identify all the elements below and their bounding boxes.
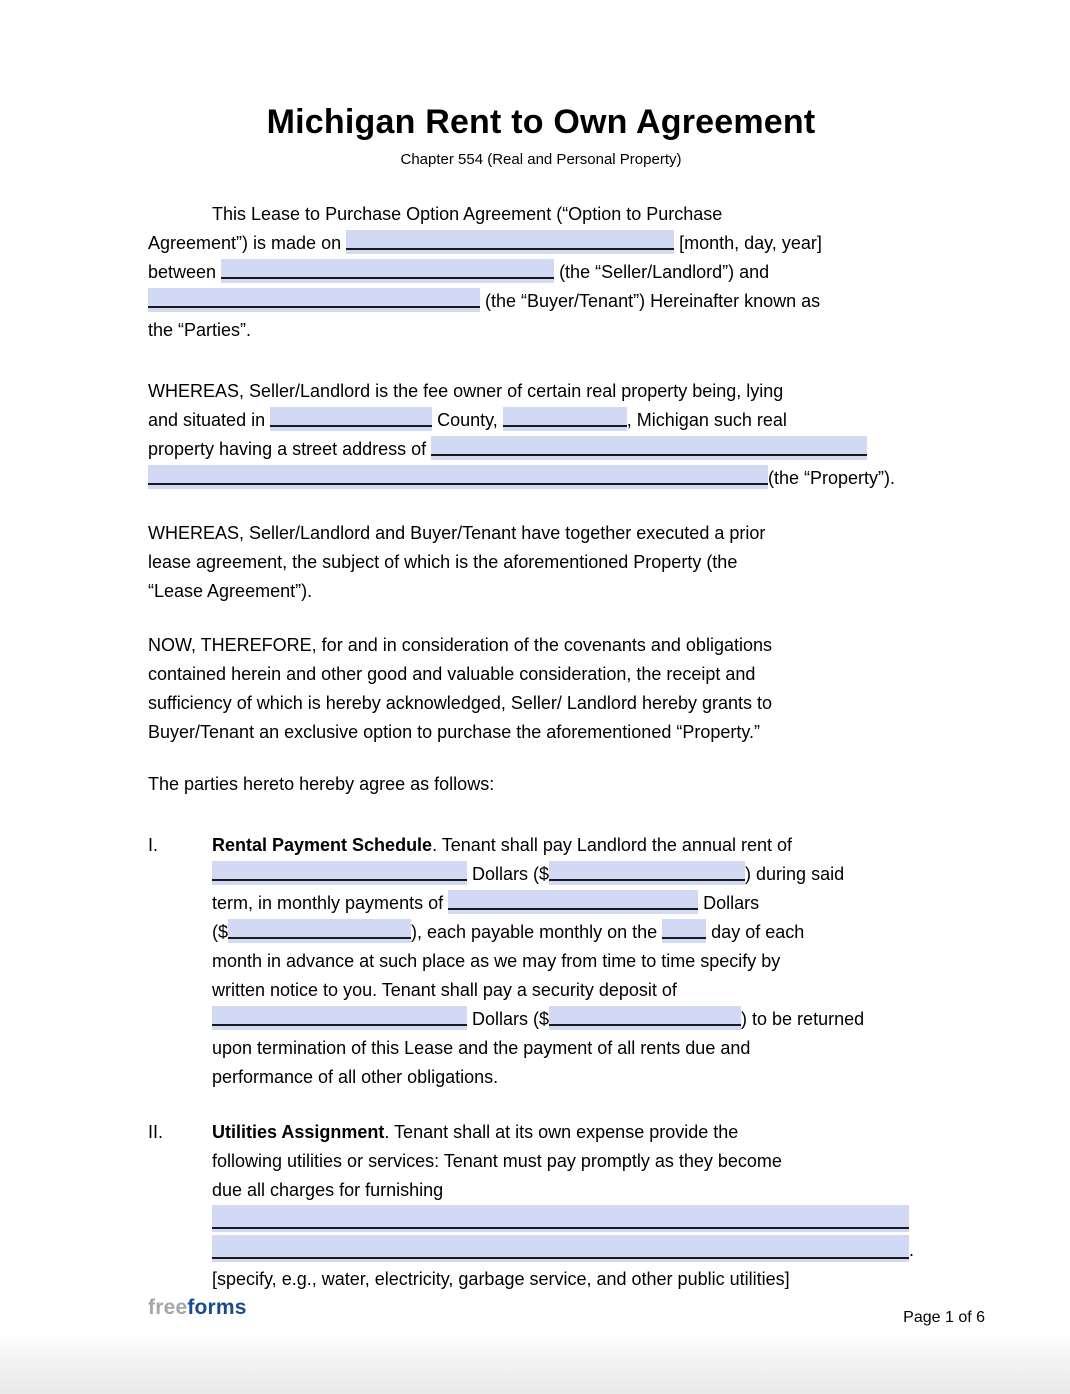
text-run: written notice to you. Tenant shall pay a security deposit of (212, 980, 677, 1000)
text-line (212, 1063, 998, 1092)
text-run: The parties hereto hereby agree as follows: (148, 774, 495, 794)
blank-annual-rent-words[interactable] (212, 861, 467, 885)
text-run: WHEREAS, Seller/Landlord is the fee owner of certain real property being, lying (148, 381, 784, 401)
text-run: ), each payable monthly on the (411, 922, 663, 942)
whereas-property-paragraph (148, 377, 934, 493)
text-run: term, in monthly payments of (212, 893, 449, 913)
text-run: (the “Seller/Landlord”) and (554, 262, 770, 282)
text-run: and situated in (148, 410, 271, 430)
text-run: ($ (212, 922, 229, 942)
text-line (212, 831, 998, 860)
text-run: This Lease to Purchase Option Agreement (“Option to Purchase (212, 204, 723, 224)
text-run: WHEREAS, Seller/Landlord and Buyer/Tenant have together executed a prior (148, 523, 766, 543)
blank-seller-landlord-name[interactable] (221, 259, 554, 283)
intro-paragraph (148, 200, 934, 345)
text-run: Dollars ($ (467, 1009, 550, 1029)
logo-forms-text: forms (187, 1296, 247, 1319)
blank-agreement-date[interactable] (346, 230, 674, 254)
blank-security-deposit-amount[interactable] (549, 1006, 741, 1030)
text-line (148, 229, 934, 258)
text-line (212, 947, 998, 976)
text-run: (the “Buyer/Tenant”) Hereinafter known as (480, 291, 821, 311)
text-run: . (909, 1240, 915, 1260)
text-line (148, 316, 934, 345)
blank-street-address-line-2[interactable] (148, 465, 768, 489)
text-line (148, 464, 934, 493)
section-rental-payment (148, 831, 998, 1092)
blank-monthly-rent-amount[interactable] (228, 919, 411, 943)
text-line (148, 631, 934, 660)
text-line (148, 377, 934, 406)
text-line (148, 435, 934, 464)
text-line (148, 770, 934, 799)
text-run: [specify, e.g., water, electricity, garbage service, and other public utilities] (212, 1269, 790, 1289)
text-line (212, 918, 998, 947)
consideration-paragraph (148, 631, 934, 747)
blank-buyer-tenant-name[interactable] (148, 288, 480, 312)
blank-utilities-line-1[interactable] (212, 1205, 909, 1232)
text-run: Dollars ($ (467, 864, 550, 884)
agreement-lead-in (148, 770, 934, 799)
blank-street-address-line-1[interactable] (431, 436, 867, 460)
text-line (148, 406, 934, 435)
text-line (148, 689, 934, 718)
text-run: Dollars (698, 893, 760, 913)
blank-payment-day[interactable] (662, 919, 706, 943)
blank-city[interactable] (503, 407, 627, 431)
text-line (212, 976, 998, 1005)
text-run: Buyer/Tenant an exclusive option to purchase the aforementioned “Property.” (148, 722, 761, 742)
text-run: following utilities or services: Tenant must pay promptly as they become (212, 1151, 782, 1171)
text-run: Agreement”) is made on (148, 233, 347, 253)
document-title: Michigan Rent to Own Agreement (266, 103, 816, 141)
text-run: . Tenant shall pay Landlord the annual rent of (432, 835, 793, 855)
text-line (212, 1265, 998, 1294)
blank-monthly-rent-words[interactable] (448, 890, 698, 914)
blank-security-deposit-words[interactable] (212, 1006, 467, 1030)
text-run: County, (432, 410, 503, 430)
section-utilities (148, 1118, 998, 1294)
section-numeral: II. (148, 1122, 164, 1142)
text-run: ) during said (745, 864, 845, 884)
text-line (212, 1205, 998, 1235)
text-line (148, 258, 934, 287)
text-run: [month, day, year] (674, 233, 822, 253)
page-number: Page 1 of 6 (903, 1309, 985, 1326)
text-run: the “Parties”. (148, 320, 252, 340)
section-numeral: I. (148, 835, 159, 855)
text-run: (the “Property”). (768, 468, 896, 488)
text-line (148, 718, 934, 747)
text-run: contained herein and other good and valuable consideration, the receipt and (148, 664, 756, 684)
text-line (212, 1147, 998, 1176)
text-run: month in advance at such place as we may from time to time specify by (212, 951, 781, 971)
text-run: ) to be returned (741, 1009, 865, 1029)
section-heading: Utilities Assignment (212, 1122, 385, 1142)
text-run: due all charges for furnishing (212, 1180, 444, 1200)
text-line (148, 287, 934, 316)
whereas-lease-paragraph (148, 519, 934, 606)
document-subtitle: Chapter 554 (Real and Personal Property) (400, 151, 682, 168)
logo-free-text: free (148, 1296, 188, 1319)
text-run: NOW, THEREFORE, for and in consideration of the covenants and obligations (148, 635, 772, 655)
text-line (212, 1176, 998, 1205)
blank-utilities-line-2[interactable] (212, 1235, 909, 1262)
text-line (148, 660, 934, 689)
text-run: sufficiency of which is hereby acknowledged, Seller/ Landlord hereby grants to (148, 693, 773, 713)
text-run: day of each (706, 922, 805, 942)
blank-annual-rent-amount[interactable] (549, 861, 745, 885)
text-line (212, 889, 998, 918)
text-run: lease agreement, the subject of which is the aforementioned Property (the (148, 552, 738, 572)
page-bottom-shade (0, 1332, 1070, 1394)
text-line (148, 548, 934, 577)
text-line (212, 1034, 998, 1063)
text-line (212, 860, 998, 889)
text-run: “Lease Agreement”). (148, 581, 313, 601)
blank-county[interactable] (270, 407, 432, 431)
text-run: , Michigan such real (626, 410, 787, 430)
text-run: upon termination of this Lease and the payment of all rents due and (212, 1038, 751, 1058)
text-line (212, 1005, 998, 1034)
text-line (148, 200, 934, 229)
text-line (212, 1118, 998, 1147)
text-run: . Tenant shall at its own expense provide the (384, 1122, 739, 1142)
text-line (212, 1235, 998, 1265)
text-run: between (148, 262, 222, 282)
freeforms-logo (148, 1296, 247, 1320)
text-line (148, 519, 934, 548)
text-run: performance of all other obligations. (212, 1067, 499, 1087)
section-heading: Rental Payment Schedule (212, 835, 433, 855)
text-run: property having a street address of (148, 439, 432, 459)
text-line (148, 577, 934, 606)
